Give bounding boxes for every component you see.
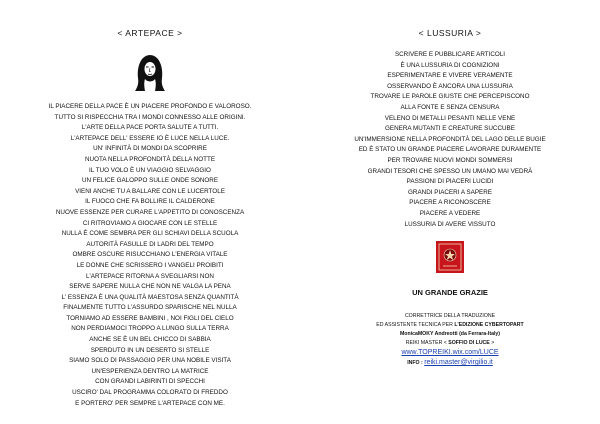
credits-line: CORRETTRICE DELLA TRADUZIONE	[404, 313, 496, 319]
poem-line: PIACERE A RICONOSCERE	[409, 199, 491, 207]
poem-line: PER TROVARE NUOVI MONDI SOMMERSI	[387, 156, 513, 164]
credits-text: >	[489, 340, 495, 346]
credits-text: ED ASSISTENTE TECNICA PER	[376, 322, 455, 328]
poem-line: AUTORITÀ FASULLE DI LADRI DEL TEMPO	[86, 240, 214, 248]
poem-line: L'ARTE DELLA PACE PORTA SALUTE A TUTTI.	[81, 124, 219, 132]
poem-line: UN FELICE GALOPPO SULLE ONDE SONORE	[81, 177, 219, 185]
poem-line: CI RITROVIAMO A GIOCARE CON LE STELLE	[82, 219, 218, 227]
credits-line	[300, 348, 600, 358]
lussuria-poem	[300, 50, 600, 230]
poem-line: NON PERDIAMOCI TROPPO A LUNGO SULLA TERRA	[71, 325, 229, 333]
credits-block	[300, 312, 600, 368]
credits-line	[300, 339, 600, 348]
poem-line: GRANDI TESORI CHE SPESSO UN UMANO MAI VEDRÀ	[367, 167, 533, 175]
poem-line: GENERA MUTANTI E CREATURE SUCCUBE	[385, 125, 515, 133]
poem-line: SERVE SAPERE NULLA CHE NON NE VALGA LA PENA	[69, 283, 231, 291]
portrait-sketch-icon	[131, 52, 169, 92]
right-page	[300, 0, 600, 424]
right-page-title: < LUSSURIA >	[418, 28, 482, 38]
poem-line: TUTTO SI RISPECCHIA TRA I MONDI CONNESSO ALLE ORIGINI.	[54, 113, 246, 121]
poem-line: VIENI ANCHE TU A BALLARE CON LE LUCERTOLE	[75, 187, 225, 195]
website-link[interactable]: www.TOPREIKI.wix.com/LUCE	[401, 349, 499, 356]
poem-line: NUOTA NELLA PROFONDITÀ DELLA NOTTE	[84, 155, 216, 163]
credits-name: MonicaMOKY Andreotti (da Ferrara-Italy)	[399, 331, 501, 337]
poem-line: VELENO DI METALLI PESANTI NELLE VENE	[384, 114, 516, 122]
poem-line: ANCHE SE È UN BEL CHICCO DI SABBIA	[89, 336, 211, 344]
poem-line: UN'ESPERIENZA DENTRO LA MATRICE	[91, 367, 209, 375]
poem-line: UN' INFINITÀ DI MONDI DA SCOPRIRE	[93, 145, 207, 153]
left-page-title: < ARTEPACE >	[117, 28, 183, 38]
poem-line: PIACERE A VEDERE	[419, 209, 481, 217]
credits-brand: SOFFIO DI LUCE	[448, 340, 490, 346]
credits-line	[300, 321, 600, 330]
info-label: INFO :	[407, 360, 425, 366]
email-link[interactable]: reiki.master@virgilio.it	[424, 359, 493, 366]
poem-line: È UNA LUSSURIA DI COGNIZIONI	[400, 61, 500, 69]
poem-line: L'ARTEPACE RITORNA A SVEGLIARSI NON	[86, 272, 214, 280]
poem-line: E PORTERO' PER SEMPRE L'ARTEPACE CON ME.	[75, 399, 225, 407]
poem-line: PASSIONI DI PIACERI LUCIDI	[406, 178, 494, 186]
seal-emblem-icon	[436, 241, 464, 273]
poem-line: ESPERIMENTARE E VIVERE VERAMENTE	[387, 72, 513, 80]
poem-line: CON GRANDI LABIRINTI DI SPECCHI	[95, 378, 205, 386]
credits-line	[300, 358, 600, 368]
credits-edition: L'EDIZIONE CYBERTOPART	[454, 322, 524, 328]
poem-line: OMBRE OSCURE RISUCCHIANO L'ENERGIA VITALE	[72, 251, 228, 259]
poem-line: NUOVE ESSENZE PER CURARE L'APPETITO DI CONOSCENZA	[55, 208, 245, 216]
poem-line: TROVARE LE PAROLE GIUSTE CHE PERCEPISCONO	[370, 93, 530, 101]
thanks-title: UN GRANDE GRAZIE	[412, 288, 488, 297]
poem-line: LUSSURIA DI AVERE VISSUTO	[404, 220, 496, 228]
poem-line: SCRIVERE E PUBBLICARE ARTICOLI	[394, 51, 506, 58]
poem-line: UN'IMMERSIONE NELLA PROFONDITÀ DEL LAGO DELLE BUGIE	[354, 135, 546, 143]
poem-line: L' ESSENZA È UNA QUALITÀ MAESTOSA SENZA QUANTITÀ	[61, 293, 239, 301]
poem-line: SIAMO SOLO DI PASSAGGIO PER UNA NOBILE VISITA	[69, 357, 231, 365]
poem-line: OSSERVANDO È ANCORA UNA LUSSURIA	[387, 82, 513, 90]
poem-line: L'ARTEPACE DELL' ESSERE IO È LUCE NELLA LUCE.	[70, 134, 230, 142]
poem-line: IL PIACERE DELLA PACE È UN PIACERE PROFONDO E VALOROSO.	[48, 103, 252, 110]
poem-line: FINALMENTE TUTTO L'ASSURDO SPARISCHE NEL NULLA	[63, 304, 237, 312]
artepace-poem	[0, 102, 300, 409]
poem-line: ED È STATO UN GRANDE PIACERE LAVORARE DURAMENTE	[358, 146, 542, 154]
poem-line: IL FUOCO CHE FA BOLLIRE IL CALDERONE	[85, 198, 215, 206]
poem-line: USCIRO' DAL PROGRAMMA COLORATO DI FREDDO	[72, 389, 228, 397]
poem-line: NULLA È COME SEMBRA PER GLI SCHIAVI DELLA SCUOLA	[61, 230, 239, 238]
poem-line: IL TUO VOLO È UN VIAGGIO SELVAGGIO	[89, 166, 211, 174]
poem-line: GRANDI PIACERI A SAPERE	[408, 188, 492, 196]
poem-line: ALLA FONTE E SENZA CENSURA	[400, 103, 500, 111]
poem-line: SPERDUTO IN UN DESERTO SI STELLE	[90, 346, 210, 354]
poem-line: LE DONNE CHE SCRISSERO I VANGELI PROIBITI	[76, 261, 224, 269]
credits-text: REIKI MASTER <	[405, 340, 449, 346]
poem-line: TORNIAMO AD ESSERE BAMBINI , NOI FIGLI DEL CIELO	[66, 314, 234, 322]
